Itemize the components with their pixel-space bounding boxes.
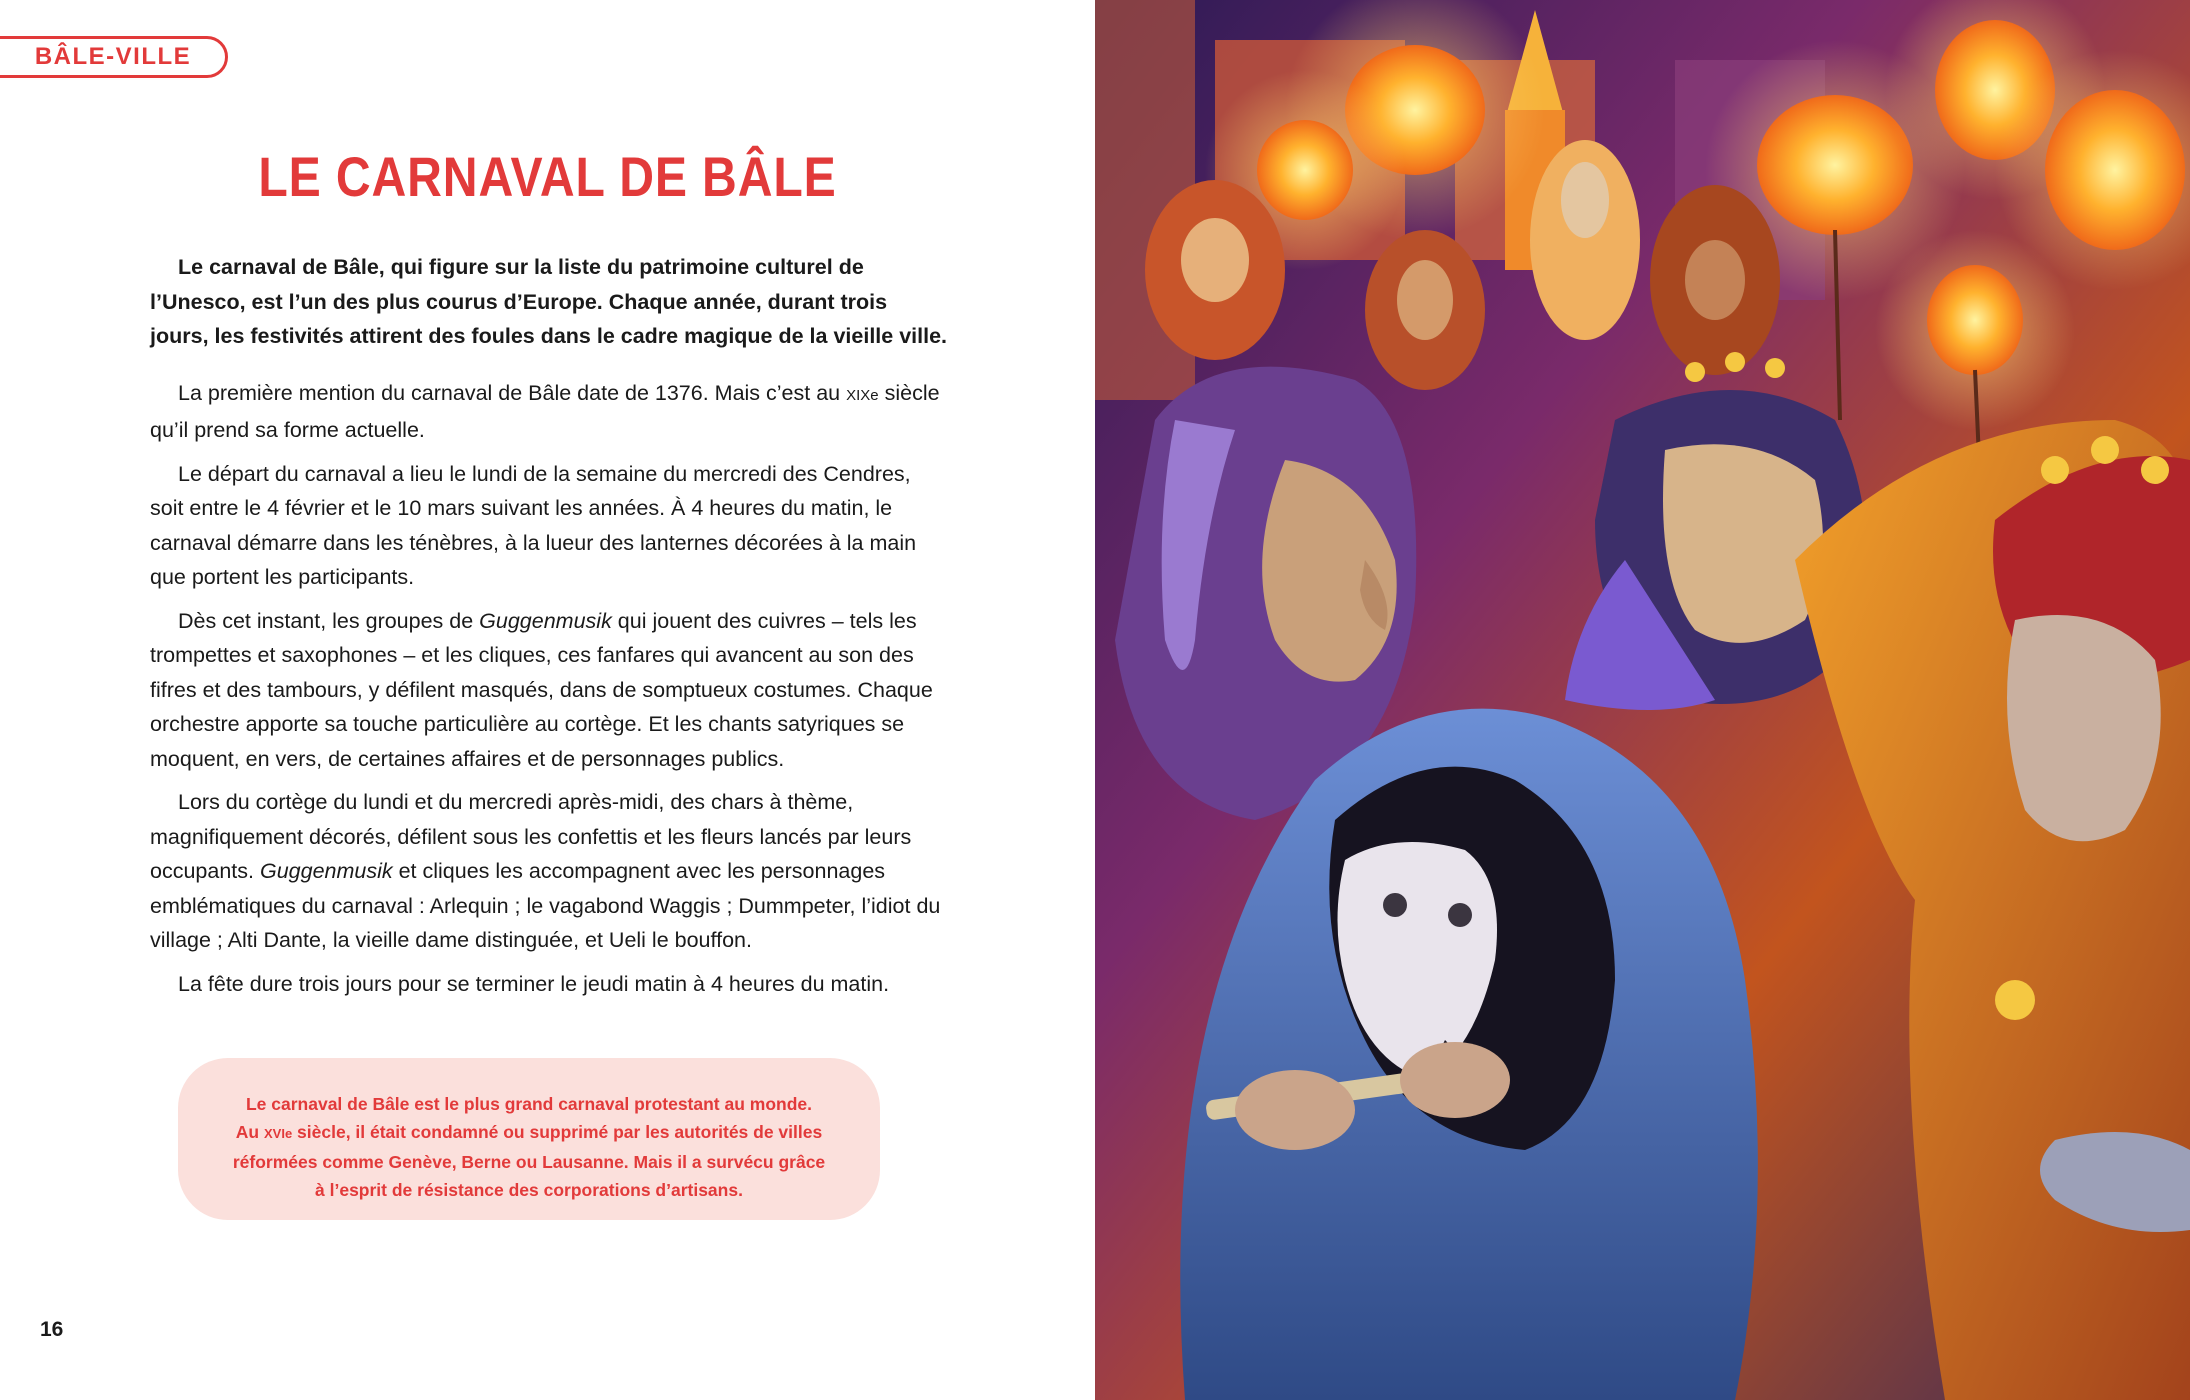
callout-line: à l’esprit de résistance des corporations d’artisans. xyxy=(315,1180,743,1200)
paragraph-1: La première mention du carnaval de Bâle date de 1376. Mais c’est au XIXe siècle qu’il prend sa forme actuelle. xyxy=(150,380,940,442)
paragraph-3: Dès cet instant, les groupes de Guggenmusik qui jouent des cuivres – tels les trompettes et saxophones – et les cliques, ces fanfares qui avancent au son des fifres et des tambours, y défilent masqués, dans de somptueux costumes. Chaque orchestre apporte sa touche particulière au cortège. Et les chants satyriques se moquent, en vers, de certaines affaires et de personnages publics. xyxy=(150,608,933,771)
carnival-illustration xyxy=(1095,0,2190,1400)
callout-line: réformées comme Genève, Berne ou Lausanne. Mais il a survécu grâce xyxy=(232,1152,826,1172)
paragraph-2: Le départ du carnaval a lieu le lundi de la semaine du mercredi des Cendres, soit entre le 4 février et le 10 mars suivant les années. À 4 heures du matin, le carnaval démarre dans les ténèbres, à la lueur des lanternes décorées à la main que portent les participants. xyxy=(150,461,917,589)
callout-box xyxy=(178,1058,880,1220)
section-tag-label: BÂLE-VILLE xyxy=(34,43,192,70)
paragraph-4: Lors du cortège du lundi et du mercredi après-midi, des chars à thème, magnifiquement décorés, défilent sous les confettis et les fleurs lancés par leurs occupants. Guggenmusik et cliques les accompagnent avec les personnages emblématiques du carnaval : Arlequin ; le vagabond Waggis ; Dummpeter, l’idiot du village ; Alti Dante, la vieille dame distinguée, et Ueli le bouffon. xyxy=(150,790,941,952)
lead-paragraph: Le carnaval de Bâle, qui figure sur la liste du patrimoine culturel de l’Unesco, est l’un des plus courus d’Europe. Chaque année, durant trois jours, les festivités attirent des foules dans le cadre magique de la vieille ville. xyxy=(150,255,948,348)
page-title: LE CARNAVAL DE BÂLE xyxy=(258,145,837,208)
century-numeral: XVIe xyxy=(263,1126,293,1141)
section-tag xyxy=(0,36,228,78)
emphasis-guggenmusik: Guggenmusik xyxy=(259,859,393,883)
paragraph-5: La fête dure trois jours pour se terminer le jeudi matin à 4 heures du matin. xyxy=(178,971,890,996)
callout-line: Le carnaval de Bâle est le plus grand carnaval protestant au monde. xyxy=(245,1094,813,1114)
callout-line: Au XVIe siècle, il était condamné ou supprimé par les autorités de villes xyxy=(235,1122,823,1142)
century-numeral: XIXe xyxy=(846,386,879,404)
emphasis-guggenmusik: Guggenmusik xyxy=(479,608,612,633)
article-body xyxy=(150,250,950,1010)
page-number: 16 xyxy=(40,1318,64,1341)
